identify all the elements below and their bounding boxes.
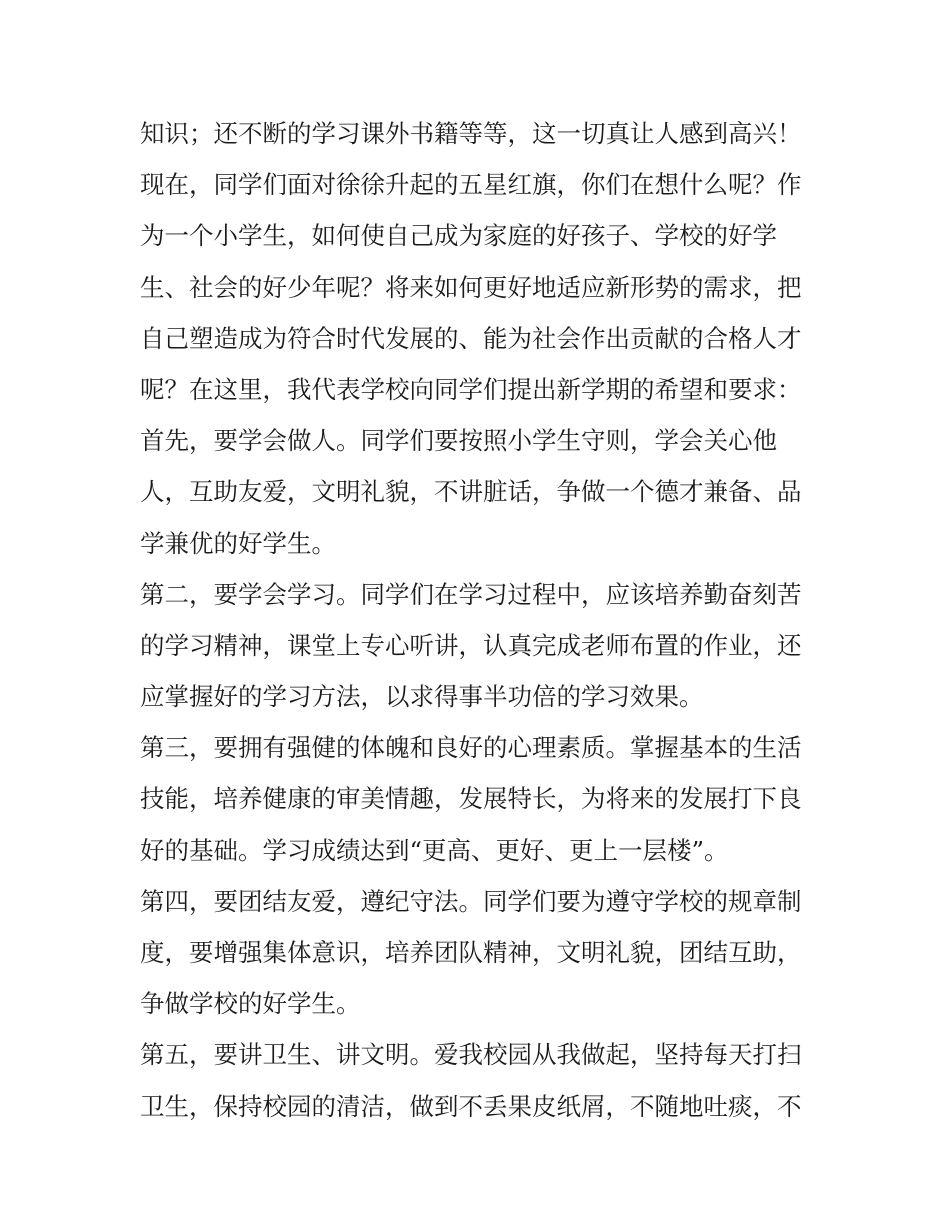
text-line: 卫生，保持校园的清洁，做到不丢果皮纸屑，不随地吐痰，不 xyxy=(140,1091,802,1121)
body-text xyxy=(140,108,830,1132)
text-line: 人，互助友爱，文明礼貌，不讲脏话，争做一个德才兼备、品 xyxy=(140,477,802,507)
text-line: 争做学校的好学生。 xyxy=(140,989,361,1019)
text-line: 第二，要学会学习。同学们在学习过程中，应该培养勤奋刻苦 xyxy=(140,579,802,609)
text-line: 度，要增强集体意识，培养团队精神，文明礼貌，团结互助， xyxy=(140,938,802,967)
text-line: 现在，同学们面对徐徐升起的五星红旗，你们在想什么呢？作 xyxy=(140,170,802,200)
text-line: 自己塑造成为符合时代发展的、能为社会作出贡献的合格人才 xyxy=(140,323,802,353)
text-line: 呢？在这里，我代表学校向同学们提出新学期的希望和要求： xyxy=(140,374,802,404)
text-line: 的学习精神，课堂上专心听讲，认真完成老师布置的作业，还 xyxy=(140,630,802,660)
text-line: 为一个小学生，如何使自己成为家庭的好孩子、学校的好学 xyxy=(140,221,777,251)
text-line: 首先，要学会做人。同学们要按照小学生守则，学会关心他 xyxy=(140,426,777,456)
text-line: 生、社会的好少年呢？将来如何更好地适应新形势的需求，把 xyxy=(140,272,802,302)
text-line: 第五，要讲卫生、讲文明。爱我校园从我做起，坚持每天打扫 xyxy=(140,1040,802,1070)
text-line: 第三，要拥有强健的体魄和良好的心理素质。掌握基本的生活 xyxy=(140,733,802,763)
text-line: 好的基础。学习成绩达到“更高、更好、更上一层楼”。 xyxy=(140,835,729,865)
text-line: 知识；还不断的学习课外书籍等等，这一切真让人感到高兴！ xyxy=(140,119,802,148)
text-line: 应掌握好的学习方法，以求得事半功倍的学习效果。 xyxy=(140,682,704,712)
text-line: 第四，要团结友爱，遵纪守法。同学们要为遵守学校的规章制 xyxy=(140,886,802,916)
text-line: 技能，培养健康的审美情趣，发展特长，为将来的发展打下良 xyxy=(140,784,802,814)
text-line: 学兼优的好学生。 xyxy=(140,528,336,558)
